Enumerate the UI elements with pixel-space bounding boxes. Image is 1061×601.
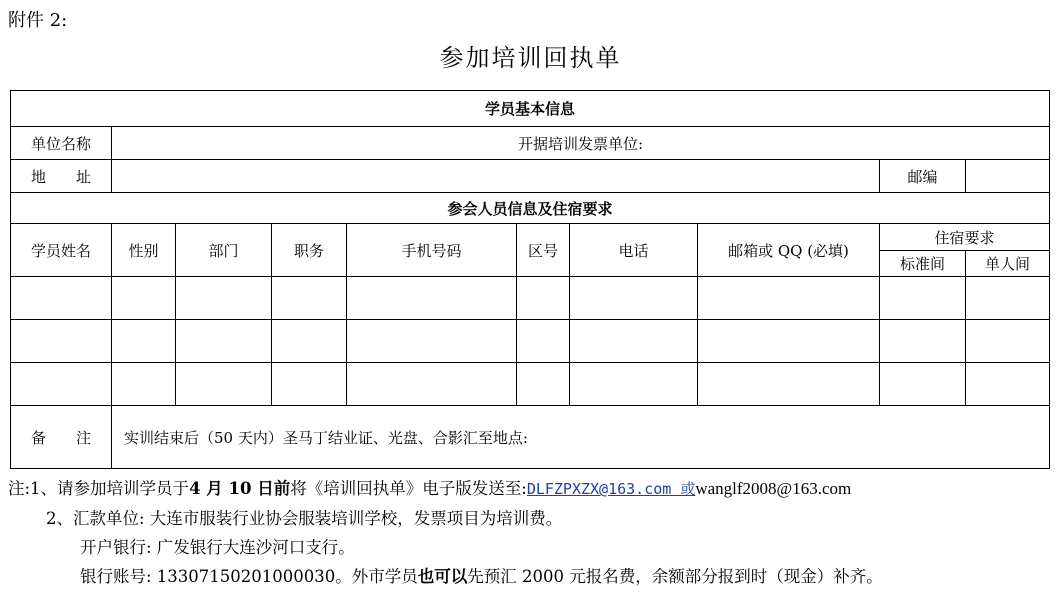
attachment-label: 附件 2: bbox=[8, 10, 68, 31]
note-line-3: 开户银行: 广发银行大连沙河口支行。 bbox=[80, 538, 355, 557]
note-line-2: 2、汇款单位: 大连市服装行业协会服装培训学校，发票项目为培训费。 bbox=[46, 509, 563, 528]
col-lodging: 住宿要求 bbox=[880, 224, 1050, 251]
form-title: 参加培训回执单 bbox=[439, 44, 622, 72]
col-gender: 性别 bbox=[112, 224, 176, 277]
attendee-row bbox=[11, 320, 1050, 363]
col-email-qq: 邮箱或 QQ (必填) bbox=[698, 224, 880, 277]
email-secondary: wanglf2008@163.com bbox=[695, 479, 852, 498]
address-label: 地 址 bbox=[11, 160, 112, 193]
col-single-room: 单人间 bbox=[966, 251, 1050, 277]
remark-label: 备 注 bbox=[11, 406, 112, 469]
col-standard-room: 标准间 bbox=[880, 251, 966, 277]
attendee-row bbox=[11, 277, 1050, 320]
notes-section bbox=[8, 474, 883, 591]
remark-field[interactable]: 实训结束后（50 天内）圣马丁结业证、光盘、合影汇至地点: bbox=[112, 406, 1050, 469]
col-area-code: 区号 bbox=[517, 224, 570, 277]
section-attendees: 参会人员信息及住宿要求 bbox=[11, 193, 1050, 224]
col-position: 职务 bbox=[272, 224, 347, 277]
col-mobile: 手机号码 bbox=[347, 224, 517, 277]
note-line-1: 注:1、请参加培训学员于4 月 10 日前将《培训回执单》电子版发送至:DLFZPXZX@163.com 或wanglf2008@163.com bbox=[8, 479, 852, 498]
address-field[interactable] bbox=[112, 160, 880, 193]
postcode-field[interactable] bbox=[966, 160, 1050, 193]
col-name: 学员姓名 bbox=[11, 224, 112, 277]
section-basic-info: 学员基本信息 bbox=[11, 91, 1050, 127]
deadline-text: 4 月 10 日前 bbox=[189, 479, 291, 498]
col-dept: 部门 bbox=[176, 224, 272, 277]
registration-form-table bbox=[10, 90, 1050, 469]
note-line-4: 银行账号: 13307150201000030。外市学员也可以先预汇 2000 元报名费，余额部分报到时（现金）补齐。 bbox=[80, 567, 883, 586]
unit-name-label: 单位名称 bbox=[11, 127, 112, 160]
postcode-label: 邮编 bbox=[880, 160, 966, 193]
invoice-unit-field[interactable]: 开据培训发票单位: bbox=[112, 127, 1050, 160]
col-phone: 电话 bbox=[570, 224, 698, 277]
email-link-primary[interactable]: DLFZPXZX@163.com 或 bbox=[526, 480, 696, 498]
attendee-row bbox=[11, 363, 1050, 406]
